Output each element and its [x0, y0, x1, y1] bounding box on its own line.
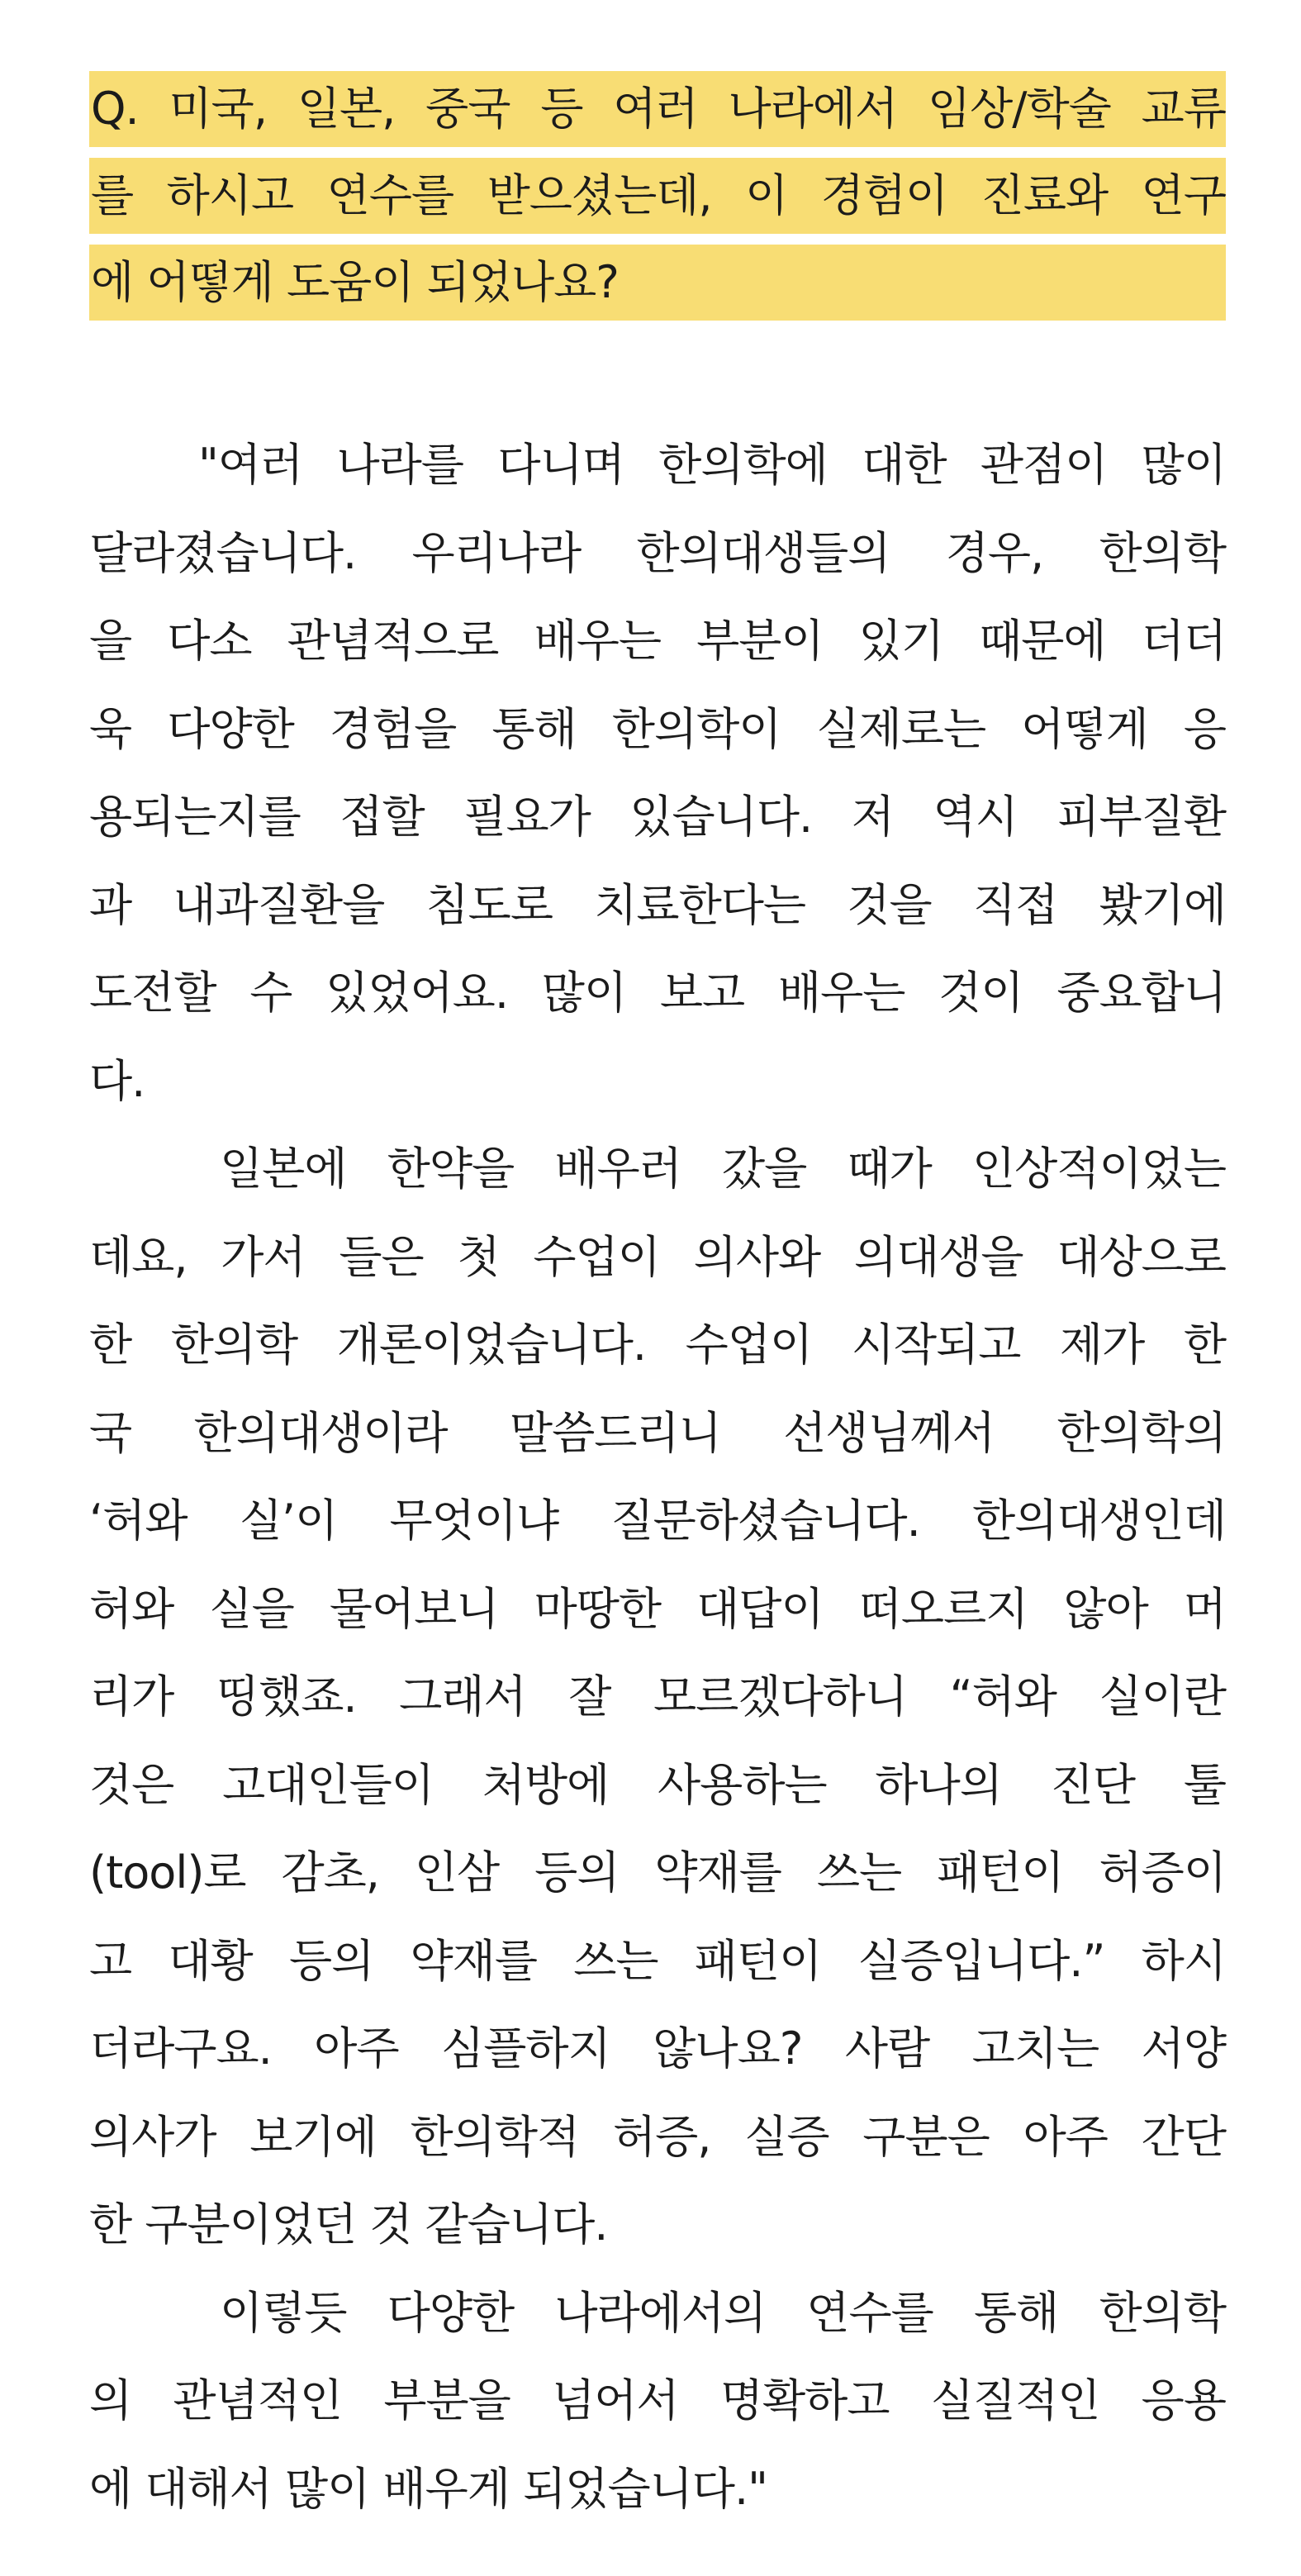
- answer-line: 용되는지를 접할 필요가 있습니다. 저 역시 피부질환: [89, 791, 1226, 843]
- answer-line: 일본에 한약을 배우러 갔을 때가 인상적이었는: [220, 1143, 1226, 1195]
- answer-paragraph-3: [89, 2269, 1226, 2534]
- answer-paragraph-2: [89, 1125, 1226, 2269]
- answer-line: 과 내과질환을 침도로 치료한다는 것을 직접 봤기에: [89, 878, 1226, 931]
- answer-line: 욱 다양한 경험을 통해 한의학이 실제로는 어떻게 응: [89, 702, 1226, 755]
- answer-line: 의 관념적인 부분을 넘어서 명확하고 실질적인 응용: [89, 2374, 1226, 2426]
- answer-line: 고 대황 등의 약재를 쓰는 패턴이 실증입니다.” 하시: [89, 1934, 1226, 1987]
- answer-line: 도전할 수 있었어요. 많이 보고 배우는 것이 중요합니: [89, 967, 1226, 1019]
- answer-line: 의사가 보기에 한의학적 허증, 실증 구분은 아주 간단: [89, 2110, 1226, 2163]
- answer-line: 에 대해서 많이 배우게 되었습니다.": [89, 2462, 767, 2515]
- answer-line: "여러 나라를 다니며 한의학에 대한 관점이 많이: [198, 439, 1226, 491]
- answer-line: 허와 실을 물어보니 마땅한 대답이 떠오르지 않아 머: [89, 1582, 1226, 1635]
- answer-line: 것은 고대인들이 처방에 사용하는 하나의 진단 툴: [89, 1758, 1226, 1811]
- answer-line: 다.: [89, 1054, 145, 1107]
- answer-paragraph-1: [89, 421, 1226, 1125]
- answer-line: 한 한의학 개론이었습니다. 수업이 시작되고 제가 한: [89, 1319, 1226, 1371]
- answer-line: 리가 띵했죠. 그래서 잘 모르겠다하니 “허와 실이란: [89, 1671, 1226, 1723]
- question-block: [89, 71, 1226, 321]
- answer-line: 한 구분이었던 것 같습니다.: [89, 2198, 608, 2250]
- answer-line: 이렇듯 다양한 나라에서의 연수를 통해 한의학: [220, 2286, 1226, 2339]
- answer-line: 더라구요. 아주 심플하지 않나요? 사람 고치는 서양: [89, 2022, 1226, 2075]
- answer-line: (tool)로 감초, 인삼 등의 약재를 쓰는 패턴이 허증이: [89, 1846, 1226, 1899]
- answer-line: 을 다소 관념적으로 배우는 부분이 있기 때문에 더더: [89, 615, 1226, 667]
- question-line: 를 하시고 연수를 받으셨는데, 이 경험이 진료와 연구: [89, 158, 1226, 234]
- answer-block: [89, 421, 1226, 2533]
- answer-line: 데요, 가서 들은 첫 수업이 의사와 의대생을 대상으로: [89, 1230, 1226, 1283]
- question-line: Q. 미국, 일본, 중국 등 여러 나라에서 임상/학술 교류: [89, 71, 1226, 147]
- question-line: 에 어떻게 도움이 되었나요?: [89, 245, 1226, 321]
- article: [89, 71, 1226, 2533]
- answer-line: ‘허와 실’이 무엇이냐 질문하셨습니다. 한의대생인데: [89, 1495, 1226, 1547]
- answer-line: 국 한의대생이라 말씀드리니 선생님께서 한의학의: [89, 1406, 1226, 1459]
- answer-line: 달라졌습니다. 우리나라 한의대생들의 경우, 한의학: [89, 526, 1226, 579]
